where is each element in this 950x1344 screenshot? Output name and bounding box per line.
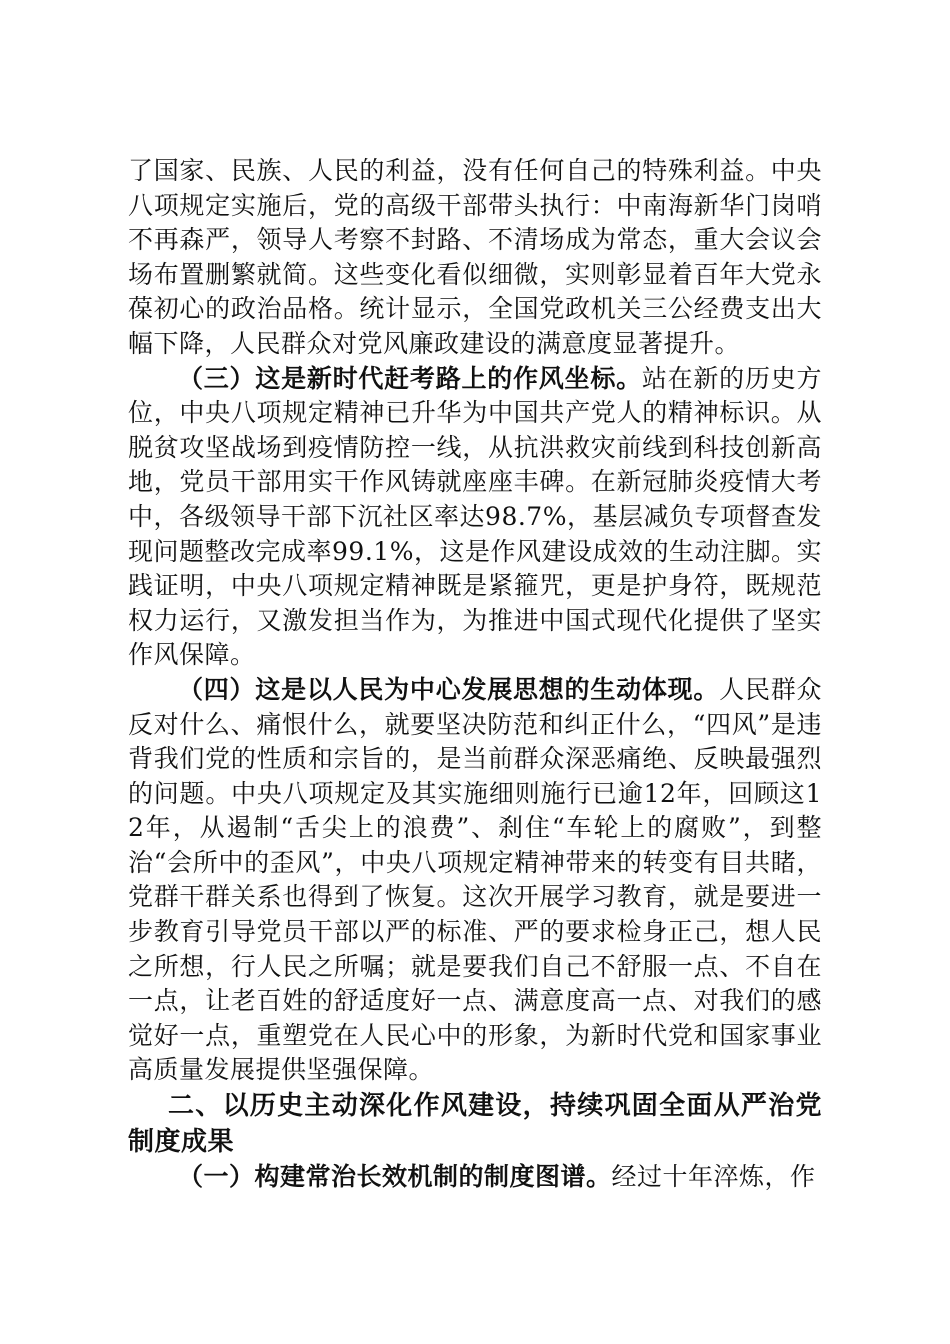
paragraph-lead: （一）构建常治长效机制的制度图谱。	[178, 1162, 612, 1192]
paragraph-four	[128, 673, 822, 1088]
paragraph-section-two-one	[128, 1160, 822, 1195]
paragraph-three	[128, 362, 822, 673]
paragraph-lead: （四）这是以人民为中心发展思想的生动体现。	[178, 674, 720, 704]
paragraph-text: 了国家、民族、人民的利益，没有任何自己的特殊利益。中央八项规定实施后，党的高级干部带头执行：中南海新华门岗哨不再森严，领导人考察不封路、不清场成为常态，重大会议会场布置删繁就简。这些变化看似细微，实则彰显着百年大党永葆初心的政治品格。统计显示，全国党政机关三公经费支出大幅下降，人民群众对党风廉政建设的满意度显著提升。	[128, 156, 822, 358]
document-page	[128, 154, 822, 1195]
paragraph-text: 经过十年淬炼，作	[611, 1162, 816, 1192]
section-heading: 二、以历史主动深化作风建设，持续巩固全面从严治党制度成果	[128, 1091, 822, 1158]
paragraph-text: 人民群众反对什么、痛恨什么，就要坚决防范和纠正什么，“四风”是违背我们党的性质和宗旨的，是当前群众深恶痛绝、反映最强烈的问题。中央八项规定及其实施细则施行已逾12年，回顾这12年，从遏制“舌尖上的浪费”、刹住“车轮上的腐败”，到整治“会所中的歪风”，中央八项规定精神带来的转变有目共睹，党群干群关系也得到了恢复。这次开展学习教育，就是要进一步教育引导党员干部以严的标准、严的要求检身正己，想人民之所想，行人民之所嘱；就是要我们自己不舒服一点、不自在一点，让老百姓的舒适度好一点、满意度高一点、对我们的感觉好一点，重塑党在人民心中的形象，为新时代党和国家事业高质量发展提供坚强保障。	[128, 674, 822, 1085]
paragraph-lead: （三）这是新时代赶考路上的作风坐标。	[178, 363, 642, 393]
paragraph-continuation	[128, 154, 822, 362]
paragraph-text: 站在新的历史方位，中央八项规定精神已升华为中国共产党人的精神标识。从脱贫攻坚战场到疫情防控一线，从抗洪救灾前线到科技创新高地，党员干部用实干作风铸就座座丰碑。在新冠肺炎疫情大考中，各级领导干部下沉社区率达98.7%，基层减负专项督查发现问题整改完成率99.1%，这是作风建设成效的生动注脚。实践证明，中央八项规定精神既是紧箍咒，更是护身符，既规范权力运行，又激发担当作为，为推进中国式现代化提供了坚实作风保障。	[128, 363, 822, 670]
